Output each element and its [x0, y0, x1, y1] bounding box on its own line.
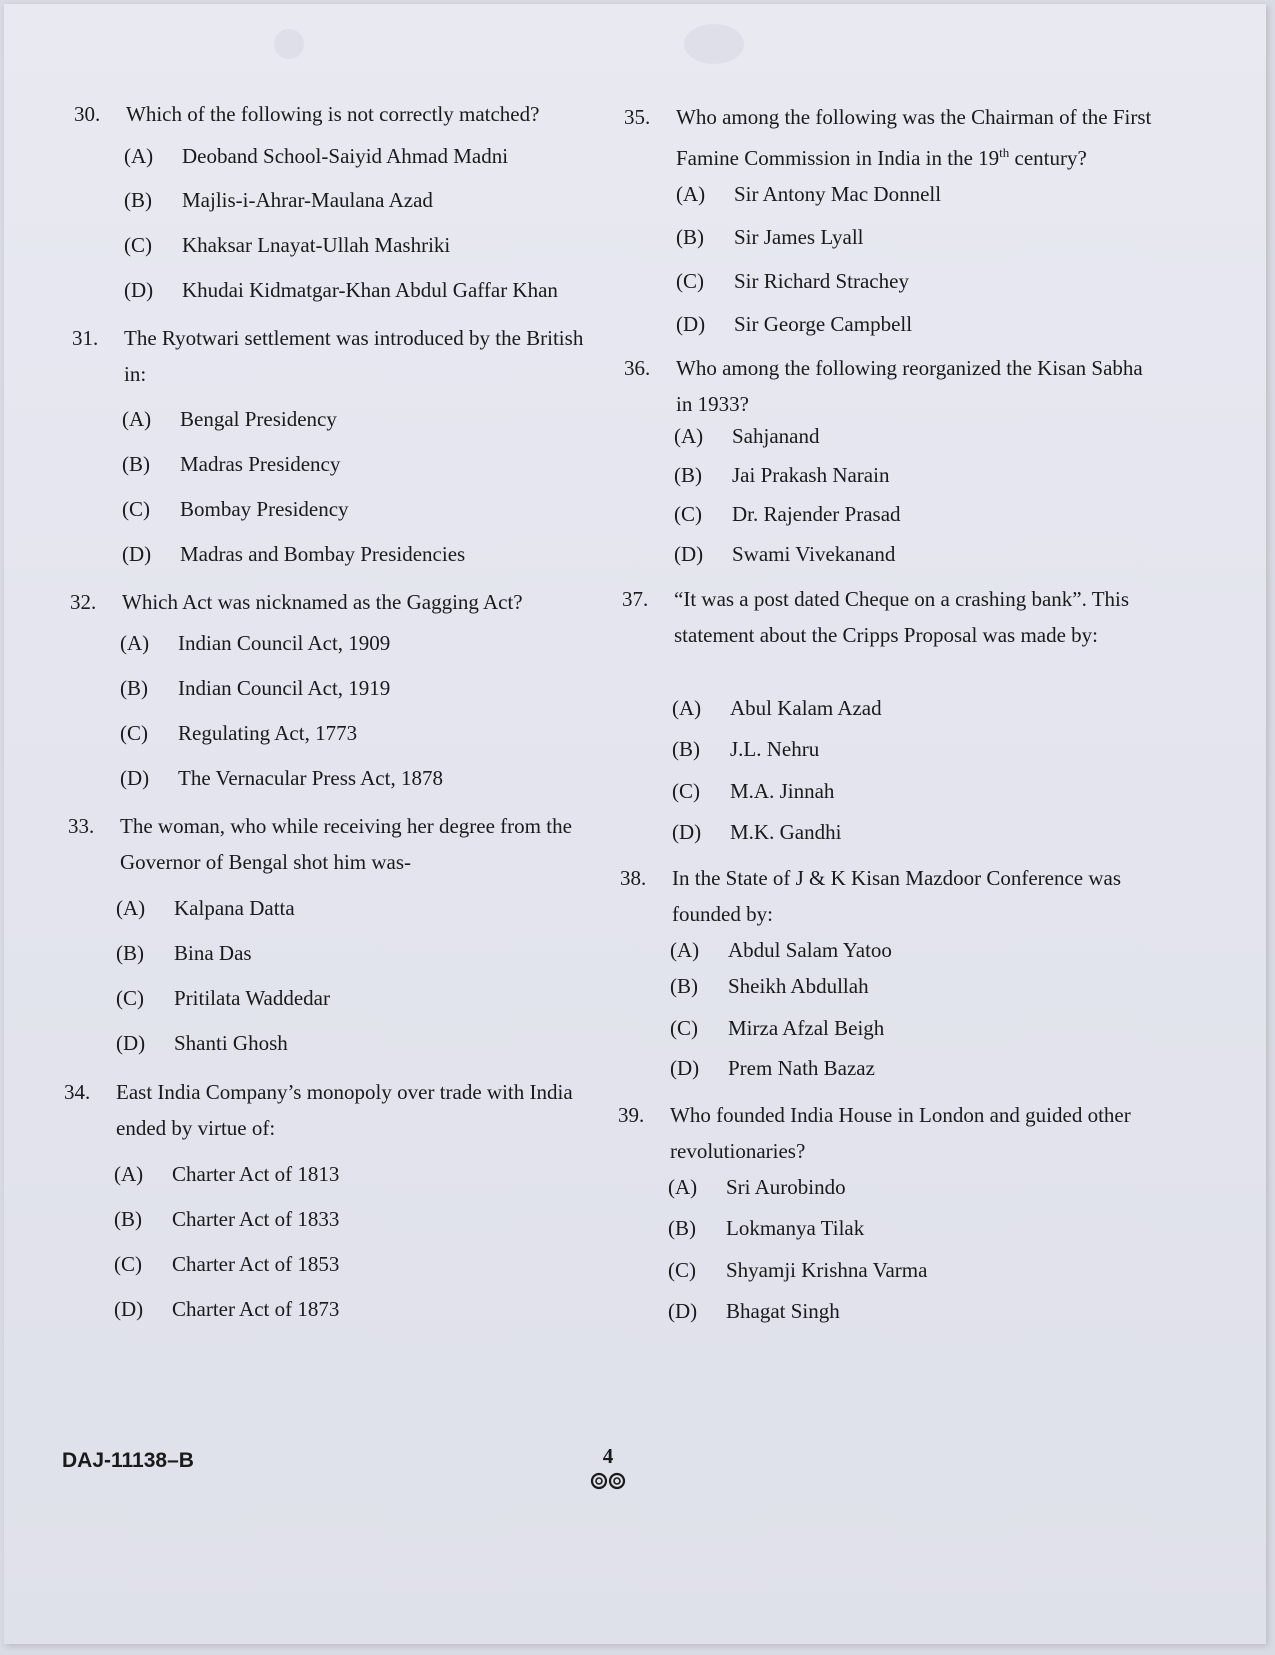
- option-b: [122, 449, 340, 479]
- option-text: Bengal Presidency: [180, 407, 337, 431]
- option-b: [672, 734, 819, 764]
- option-label: (A): [124, 144, 154, 168]
- option-d: [114, 1294, 339, 1324]
- option-text: Sir George Campbell: [734, 312, 913, 336]
- question-number: 35.: [624, 105, 651, 129]
- option-text: Abdul Salam Yatoo: [728, 938, 892, 962]
- option-label: (C): [674, 502, 702, 526]
- option-text: Prem Nath Bazaz: [728, 1056, 875, 1080]
- option-d: [668, 1296, 840, 1326]
- option-a: [116, 893, 295, 923]
- option-text: Shyamji Krishna Varma: [726, 1258, 928, 1282]
- option-label: (B): [672, 737, 700, 761]
- option-label: (B): [668, 1216, 696, 1240]
- scan-smudge: [274, 29, 304, 59]
- option-b: [116, 938, 252, 968]
- option-text: Dr. Rajender Prasad: [732, 502, 901, 526]
- option-c: [676, 266, 909, 296]
- question-text: The woman, who while receiving her degree from the Governor of Bengal shot him was-: [120, 814, 572, 874]
- question-number: 37.: [622, 587, 649, 611]
- option-a: [124, 141, 508, 171]
- option-label: (D): [676, 312, 706, 336]
- option-label: (B): [674, 463, 702, 487]
- option-text: Khudai Kidmatgar-Khan Abdul Gaffar Khan: [182, 278, 558, 302]
- option-label: (C): [114, 1252, 142, 1276]
- option-d: [672, 817, 841, 847]
- option-d: [120, 763, 443, 793]
- option-text: Charter Act of 1873: [172, 1297, 340, 1321]
- option-text: Abul Kalam Azad: [730, 696, 882, 720]
- option-text: Madras and Bombay Presidencies: [180, 542, 466, 566]
- option-b: [670, 971, 869, 1001]
- option-d: [674, 539, 895, 569]
- option-c: [670, 1013, 884, 1043]
- option-label: (A): [122, 407, 152, 431]
- exam-page: [4, 4, 1266, 1644]
- option-label: (B): [116, 941, 144, 965]
- option-text: Khaksar Lnayat-Ullah Mashriki: [182, 233, 451, 257]
- option-a: [120, 628, 390, 658]
- option-a: [674, 421, 819, 451]
- question-number: 32.: [70, 590, 97, 614]
- option-label: (A): [114, 1162, 144, 1186]
- question-text: The Ryotwari settlement was introduced by the British in:: [124, 326, 584, 386]
- option-text: Lokmanya Tilak: [726, 1216, 865, 1240]
- option-text: J.L. Nehru: [730, 737, 820, 761]
- question-text: Who founded India House in London and guided other revolutionaries?: [670, 1103, 1131, 1163]
- option-label: (C): [124, 233, 152, 257]
- question-text: Which Act was nicknamed as the Gagging Act?: [122, 590, 523, 614]
- option-c: [674, 499, 901, 529]
- option-text: Sahjanand: [732, 424, 820, 448]
- option-text: Indian Council Act, 1919: [178, 676, 391, 700]
- option-d: [124, 275, 558, 305]
- option-label: (D): [120, 766, 150, 790]
- option-text: Shanti Ghosh: [174, 1031, 288, 1055]
- question-text: Which of the following is not correctly matched?: [126, 102, 540, 126]
- option-label: (D): [122, 542, 152, 566]
- option-text: Regulating Act, 1773: [178, 721, 358, 745]
- option-label: (A): [674, 424, 704, 448]
- option-text: Charter Act of 1853: [172, 1252, 340, 1276]
- question-number: 30.: [74, 102, 101, 126]
- option-b: [674, 460, 889, 490]
- option-text: Charter Act of 1833: [172, 1207, 340, 1231]
- option-text: Swami Vivekanand: [732, 542, 896, 566]
- option-text: Sir James Lyall: [734, 225, 864, 249]
- question-number: 36.: [624, 356, 651, 380]
- option-c: [116, 983, 330, 1013]
- option-label: (A): [672, 696, 702, 720]
- option-a: [114, 1159, 339, 1189]
- option-c: [668, 1255, 927, 1285]
- option-label: (B): [114, 1207, 142, 1231]
- option-label: (C): [668, 1258, 696, 1282]
- scan-smudge: [684, 24, 744, 64]
- option-label: (D): [114, 1297, 144, 1321]
- option-label: (C): [670, 1016, 698, 1040]
- option-a: [670, 935, 892, 965]
- question-text: Who among the following reorganized the Kisan Sabha in 1933?: [676, 356, 1143, 416]
- option-text: Majlis-i-Ahrar-Maulana Azad: [182, 188, 433, 212]
- question-text: In the State of J & K Kisan Mazdoor Conference was founded by:: [672, 866, 1122, 926]
- option-label: (A): [120, 631, 150, 655]
- option-text: Pritilata Waddedar: [174, 986, 330, 1010]
- option-label: (A): [676, 182, 706, 206]
- option-b: [120, 673, 390, 703]
- option-text: Bhagat Singh: [726, 1299, 840, 1323]
- option-c: [672, 776, 834, 806]
- option-b: [668, 1213, 864, 1243]
- option-d: [116, 1028, 288, 1058]
- option-text: Sri Aurobindo: [726, 1175, 846, 1199]
- option-label: (C): [116, 986, 144, 1010]
- question-text: “It was a post dated Cheque on a crashing bank”. This statement about the Cripps Proposal was made by:: [674, 587, 1130, 647]
- option-label: (D): [124, 278, 154, 302]
- question-text: Who among the following was the Chairman of the First Famine Commission in India in the 19th century?: [676, 105, 1152, 170]
- option-label: (C): [672, 779, 700, 803]
- option-text: Sir Antony Mac Donnell: [734, 182, 942, 206]
- option-text: The Vernacular Press Act, 1878: [178, 766, 443, 790]
- option-text: Bina Das: [174, 941, 252, 965]
- option-a: [672, 693, 882, 723]
- option-label: (D): [116, 1031, 146, 1055]
- option-label: (A): [116, 896, 146, 920]
- question-number: 38.: [620, 866, 647, 890]
- option-c: [122, 494, 349, 524]
- option-text: Madras Presidency: [180, 452, 341, 476]
- option-c: [114, 1249, 339, 1279]
- option-a: [668, 1172, 846, 1202]
- option-b: [124, 185, 433, 215]
- option-a: [122, 404, 337, 434]
- option-label: (C): [676, 269, 704, 293]
- option-text: M.K. Gandhi: [730, 820, 842, 844]
- page-ornament-icon: [589, 1472, 629, 1490]
- page-number: 4: [602, 1444, 614, 1468]
- option-label: (C): [122, 497, 150, 521]
- question-number: 34.: [64, 1080, 91, 1104]
- option-d: [670, 1053, 875, 1083]
- option-label: (B): [124, 188, 152, 212]
- option-c: [120, 718, 357, 748]
- question-number: 39.: [618, 1103, 645, 1127]
- option-label: (A): [668, 1175, 698, 1199]
- option-text: Kalpana Datta: [174, 896, 295, 920]
- question-number: 31.: [72, 326, 99, 350]
- option-label: (D): [670, 1056, 700, 1080]
- option-text: Mirza Afzal Beigh: [728, 1016, 885, 1040]
- option-text: Deoband School-Saiyid Ahmad Madni: [182, 144, 509, 168]
- question-number: 33.: [68, 814, 95, 838]
- option-c: [124, 230, 450, 260]
- booklet-code: DAJ-11138–B: [62, 1449, 194, 1472]
- option-label: (B): [120, 676, 148, 700]
- option-label: (D): [672, 820, 702, 844]
- option-label: (A): [670, 938, 700, 962]
- option-d: [676, 309, 912, 339]
- option-text: Bombay Presidency: [180, 497, 349, 521]
- option-b: [114, 1204, 339, 1234]
- option-label: (D): [674, 542, 704, 566]
- option-label: (B): [676, 225, 704, 249]
- option-label: (B): [122, 452, 150, 476]
- option-text: Jai Prakash Narain: [732, 463, 890, 487]
- option-text: Sheikh Abdullah: [728, 974, 869, 998]
- option-d: [122, 539, 465, 569]
- option-label: (D): [668, 1299, 698, 1323]
- option-label: (B): [670, 974, 698, 998]
- option-text: Charter Act of 1813: [172, 1162, 340, 1186]
- option-text: Indian Council Act, 1909: [178, 631, 391, 655]
- option-label: (C): [120, 721, 148, 745]
- option-text: Sir Richard Strachey: [734, 269, 909, 293]
- option-b: [676, 222, 864, 252]
- option-text: M.A. Jinnah: [730, 779, 835, 803]
- option-a: [676, 179, 941, 209]
- question-text: East India Company’s monopoly over trade with India ended by virtue of:: [116, 1080, 573, 1140]
